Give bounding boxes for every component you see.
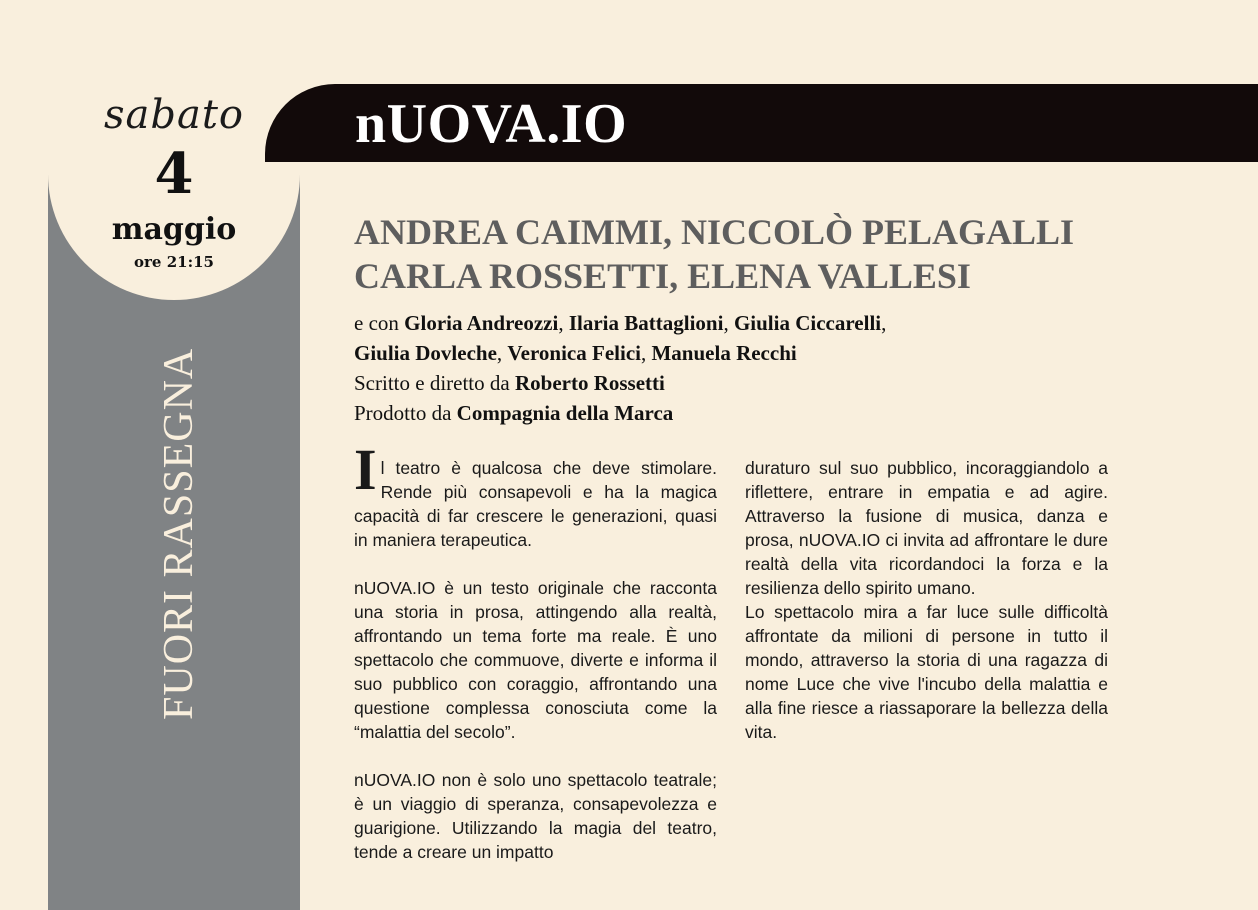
cast-name: Manuela Recchi (651, 341, 797, 365)
cast-name: Ilaria Battaglioni (568, 311, 724, 335)
paragraph: Il teatro è qualcosa che deve stimolare. Rende più consapevoli e ha la magica capacità di far crescere le generazioni, quasi in maniera terapeutica. (354, 437, 717, 550)
main-cast-line: ANDREA CAIMMI, NICCOLÒ PELAGALLI (354, 212, 1075, 252)
written-prefix: Scritto e diretto da (354, 371, 510, 395)
author-name: Roberto Rossetti (514, 371, 665, 395)
producer-credit (354, 398, 1234, 428)
supporting-cast-line-2: Giulia Dovleche, Veronica Felici, Manuela Recchi (354, 341, 797, 365)
cast-name: Veronica Felici (507, 341, 641, 365)
event-weekday: sabato (104, 92, 244, 138)
category-label: FUORI RASSEGNA (156, 347, 202, 720)
event-month: maggio (111, 212, 237, 247)
with-prefix: e con (354, 311, 399, 335)
author-credit (354, 368, 1234, 398)
paragraph: Lo spettacolo mira a far luce sulle difficoltà affrontate da milioni di persone in tutto il mondo, attraverso la storia di una ragazza di nome Luce che vive l'incubo della malattia e alla fine riesce a riassaporare la bellezza della vita. (745, 602, 1108, 742)
cast-name: Giulia Ciccarelli (733, 311, 882, 335)
producer-name: Compagnia della Marca (456, 401, 674, 425)
text-column-1 (354, 437, 717, 864)
event-day: 4 (154, 141, 194, 207)
credits (354, 308, 1234, 428)
drop-cap: I (354, 437, 377, 502)
paragraph: nUOVA.IO è un testo originale che racconta una storia in prosa, attingendo alla realtà, affrontando un tema forte ma reale. È uno spettacolo che commuove, diverte e informa il suo pubblico con coraggio, affrontando una questione complessa conosciuta come la “malattia del secolo”. (354, 578, 717, 742)
main-cast (354, 210, 1234, 298)
paragraph: duraturo sul suo pubblico, incoraggiandolo a riflettere, entrare in empatia e ad agire. Attraverso la fusione di musica, danza e prosa, nUOVA.IO ci invita ad affrontare le dure realtà della vita ricordandoci la forza e la resilienza dello spirito umano. (745, 458, 1108, 598)
cast-name: Gloria Andreozzi (404, 311, 559, 335)
cast-name: Giulia Dovleche (354, 341, 497, 365)
main-cast-line: CARLA ROSSETTI, ELENA VALLESI (354, 256, 971, 296)
paragraph: nUOVA.IO non è solo uno spettacolo teatrale; è un viaggio di speranza, consapevolezza e guarigione. Utilizzando la magia del teatro, tende a creare un impatto (354, 770, 717, 862)
produced-prefix: Prodotto da (354, 401, 452, 425)
supporting-cast-line-1: e con Gloria Andreozzi, Ilaria Battaglioni, Giulia Ciccarelli, (354, 311, 887, 335)
text-column-2 (745, 456, 1108, 768)
show-title: nUOVA.IO (355, 93, 628, 155)
event-time: ore 21:15 (134, 253, 214, 271)
